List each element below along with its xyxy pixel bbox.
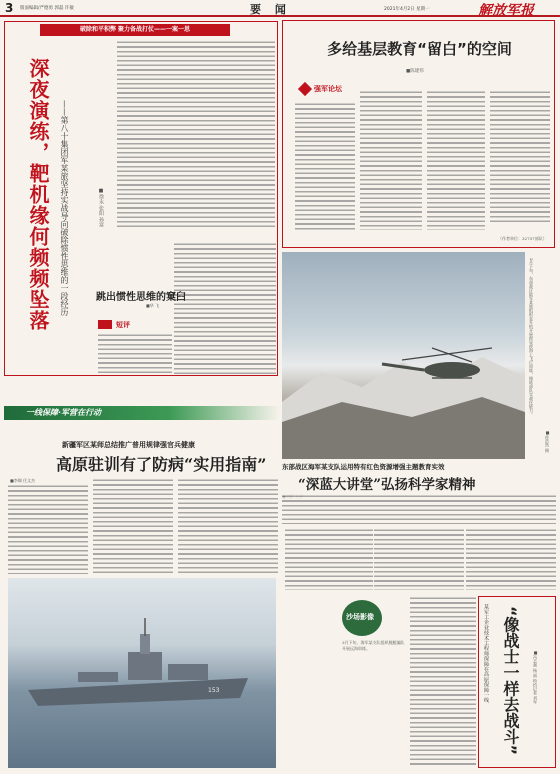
box-article-body-col4: [490, 90, 550, 224]
sand-tablet-label: 沙场影像: [346, 613, 374, 621]
newspaper-logo: 解放军报: [478, 3, 534, 19]
sand-tablet-body-text: [410, 596, 476, 766]
left-article-body-text-lower: [174, 242, 276, 374]
xinjiang-article-kicker: 新疆军区某师总结推广普用规律强官兵健康: [62, 441, 195, 449]
box-article-headline: 多给基层教育“留白”的空间: [327, 40, 512, 58]
box-article-body-col3: [427, 90, 485, 230]
column-label: 强军论坛: [314, 85, 342, 93]
east-article-kicker: 东部战区海军某支队运用特有红色资源增强主题教育实效: [282, 463, 445, 471]
short-comment-byline: ■华 飞: [146, 303, 160, 308]
xinjiang-article-headline: 高原驻训有了防病“实用指南”: [56, 455, 267, 474]
east-article-headline: “深蓝大讲堂”弘扬科学家精神: [298, 477, 476, 493]
page-number: 3: [5, 1, 14, 15]
section-banner-text: 一线保障·军营在行动: [26, 408, 102, 417]
helicopter-photographer: ■孙浩然 摄: [545, 430, 550, 453]
left-article-subheadline: ——第八十集团军某旅坚持实战导向破除惯性思维的一段经历: [60, 100, 69, 316]
box-article-signature: （作者单位：32737部队）: [498, 236, 547, 241]
left-article-tag: 破除和平积弊 聚力备战打仗——一案一思: [40, 24, 230, 36]
center-article-body-col3: [466, 528, 556, 590]
xinjiang-article-byline: ■李炯 任文杰: [10, 478, 36, 483]
left-article-byline: ■徐永 张阳 孙富: [98, 188, 104, 228]
warship-photo: [8, 578, 276, 768]
xinjiang-article-body-col2: [93, 478, 173, 574]
page-header: [0, 0, 560, 17]
center-article-body-col2: [374, 528, 464, 590]
ship-icon: [8, 578, 276, 768]
section-labels: 版面编辑/严德勇 郭磊 许敏: [20, 6, 74, 11]
left-article-body-text: [117, 40, 275, 230]
short-comment-label: 短评: [116, 321, 130, 329]
section-name: 要 闻: [250, 3, 291, 16]
right-vertical-subheadline: 某军工企业技术工程师保障在高原保障一线: [483, 604, 489, 703]
box-article-body-col2: [360, 90, 422, 230]
short-comment-title: 跳出惯性思维的窠臼: [96, 292, 186, 303]
xinjiang-article-body-col3: [178, 478, 278, 574]
box-article-byline: ■陈建伟: [406, 69, 424, 74]
right-vertical-byline: ■冯志强 杨 丽 特约记者 刘军: [533, 650, 538, 705]
helicopter-icon: [282, 252, 525, 459]
center-article-body-col1: [285, 528, 373, 590]
box-article-body-col1: [295, 102, 355, 230]
left-article-headline: 深夜演练，靶机缘何频频坠落: [26, 58, 50, 331]
issue-date: 2021年4月2日 星期一: [384, 7, 430, 12]
sand-tablet-caption: 3月下旬，海军某支队组织舰艇编队开展远海训练。: [342, 640, 405, 651]
helicopter-photo: [282, 252, 525, 459]
short-comment-body-text: [98, 333, 172, 373]
east-article-body-text: [282, 494, 556, 524]
right-vertical-headline: “像战士一样去战斗”: [501, 606, 520, 756]
helicopter-caption: 2月下旬，东部战区陆军某旅组织直升机开展跨昼夜海上飞行训练，锤炼部队实战化能力。: [529, 258, 534, 417]
short-comment-icon: [98, 320, 112, 329]
xinjiang-article-body-col1: [8, 484, 88, 574]
svg-text:153: 153: [208, 687, 220, 694]
